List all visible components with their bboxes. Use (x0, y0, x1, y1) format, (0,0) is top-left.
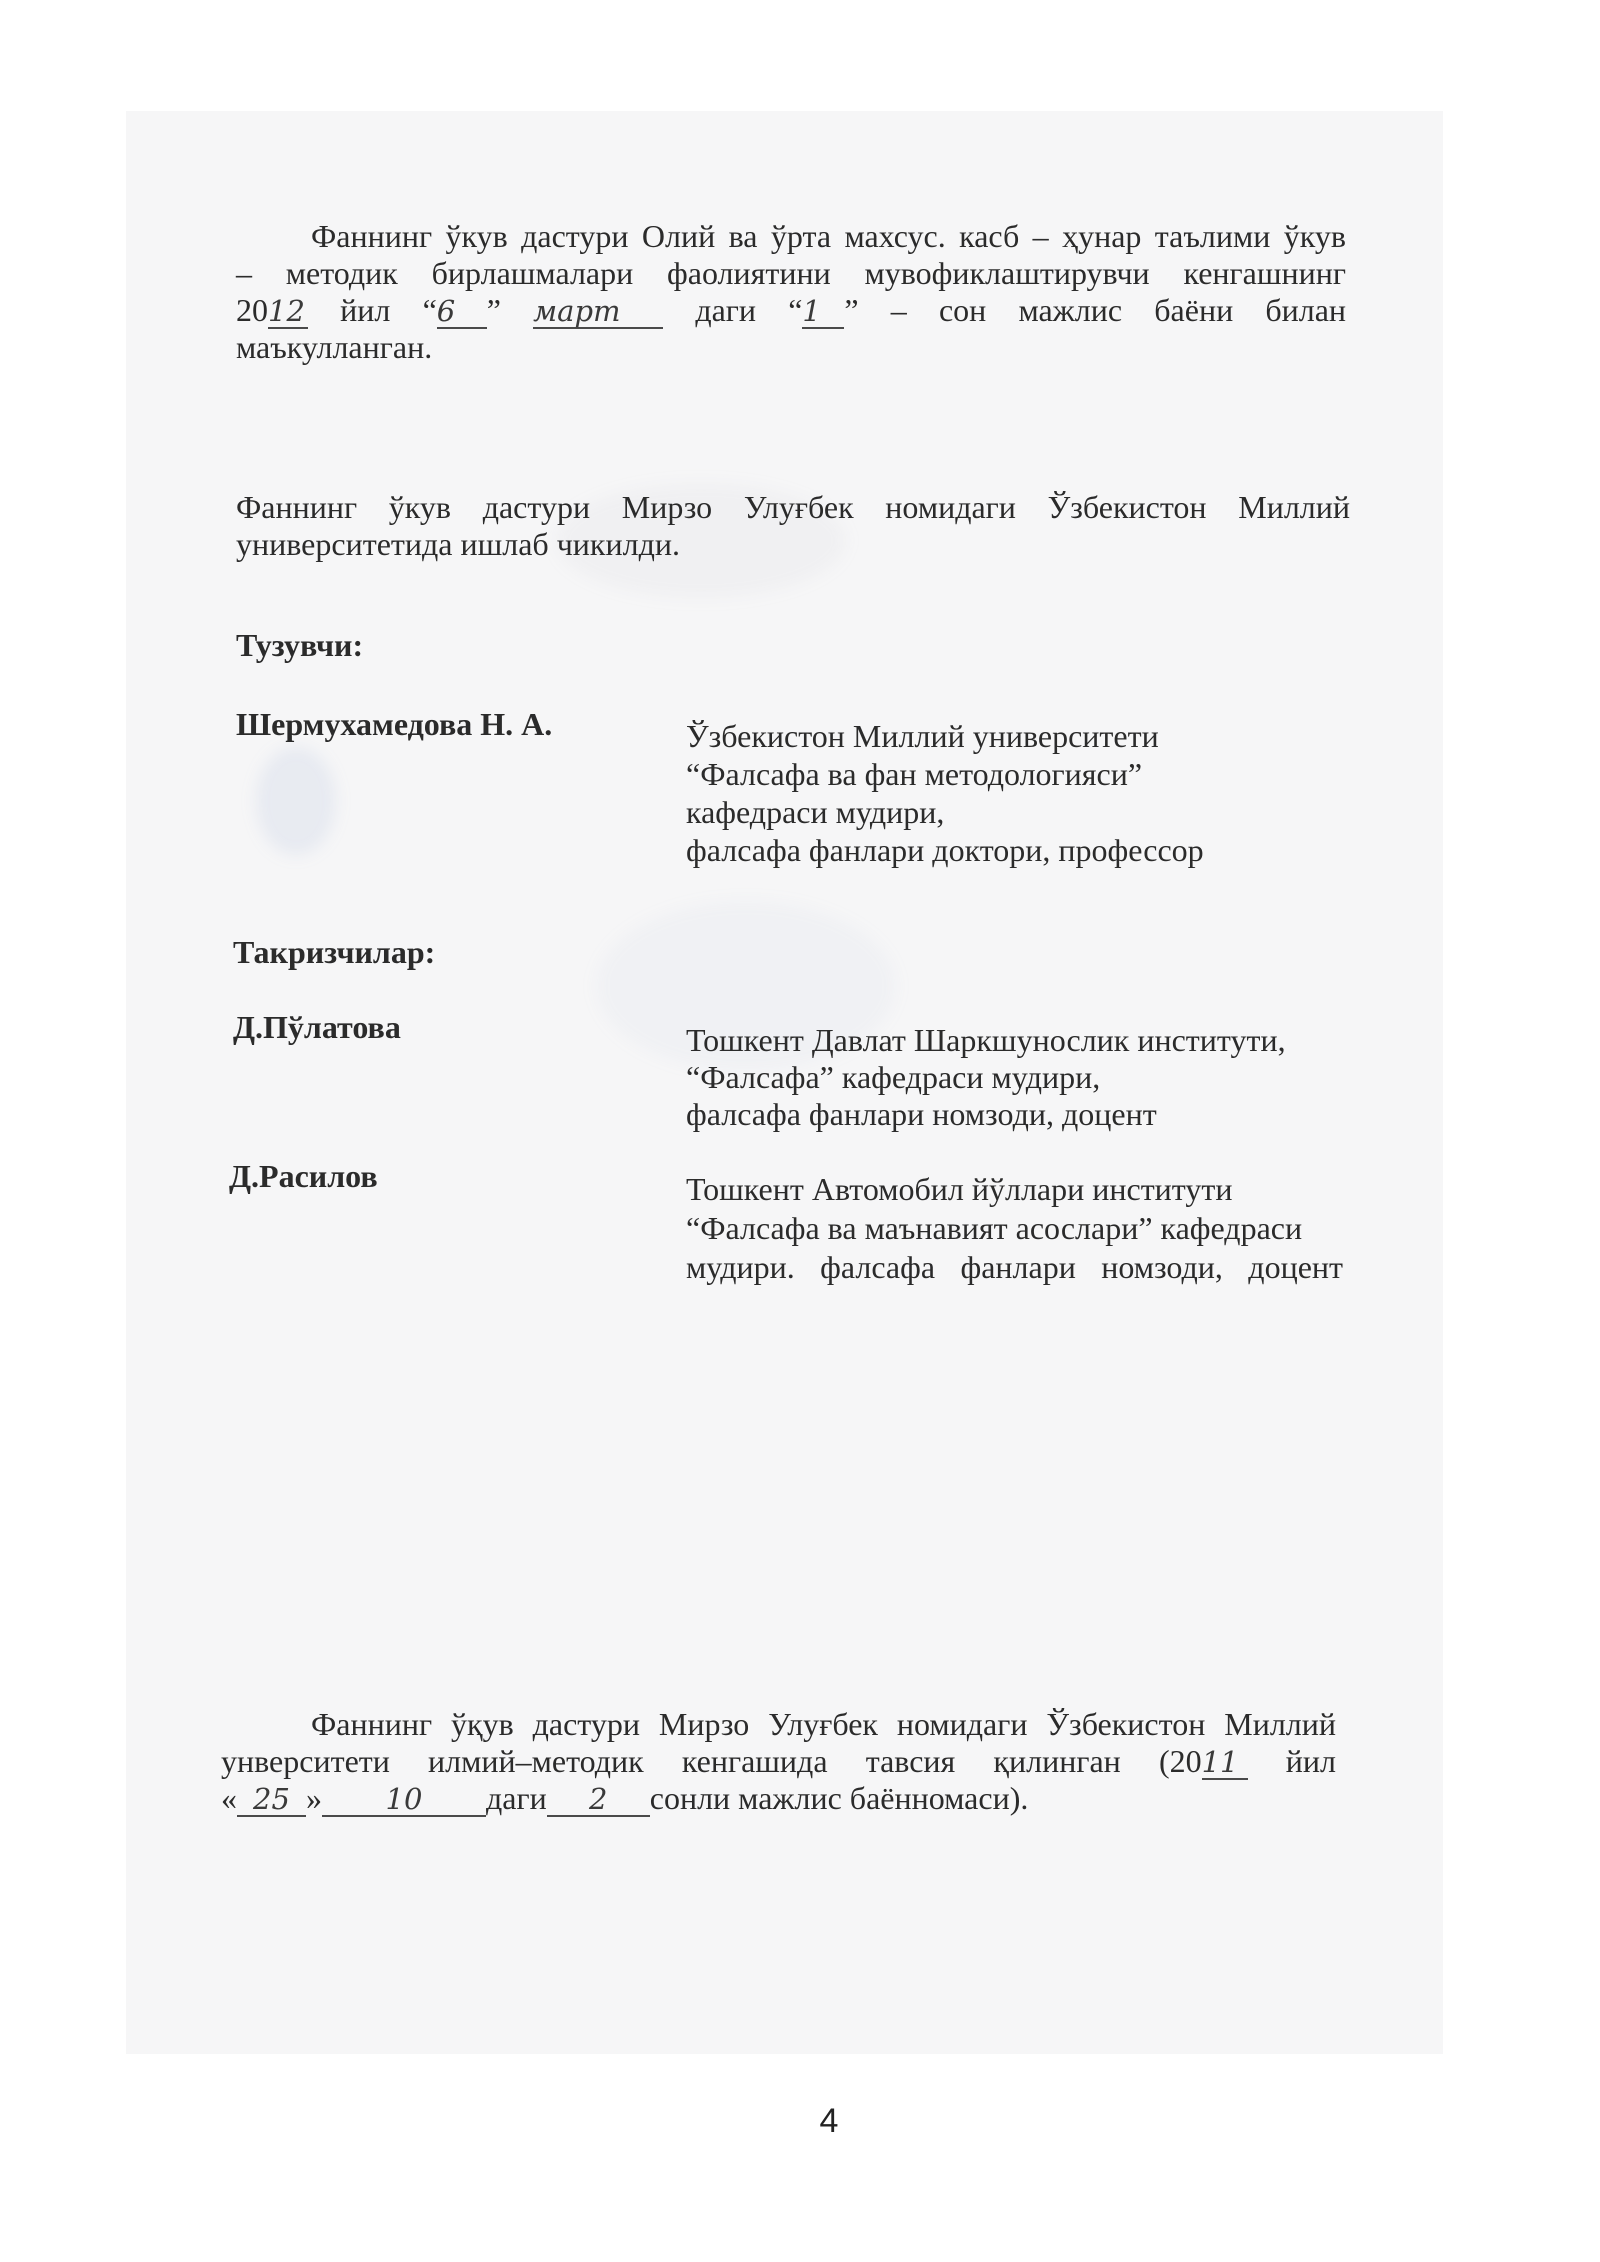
handwritten-session-number: 2 (547, 1784, 650, 1817)
recommendation-note-line (221, 1780, 1336, 1817)
reviewer-affiliation (686, 1022, 1343, 1133)
year-word: йил (1285, 1743, 1337, 1779)
recommendation-text: унверситети илмий–методик кенгашида тавсия қилинган (20 (221, 1743, 1202, 1779)
reviewer-name: Д.Пўлатова (233, 1009, 401, 1045)
dagi-word: даги (486, 1780, 547, 1816)
approval-note-line: – методик бирлашмалари фаолиятини мувофиклаштирувчи кенгашнинг (236, 255, 1346, 291)
stamp-bleed-through (256, 747, 336, 855)
compiler-affiliation (686, 717, 1343, 869)
handwritten-month: 10 (322, 1784, 486, 1817)
affiliation-line: Тошкент Автомобил йўллари институти (686, 1171, 1233, 1207)
compiler-heading: Тузувчи: (236, 627, 364, 663)
handwritten-day: 6 (437, 296, 487, 329)
developed-note (236, 489, 1350, 563)
handwritten-session-number: 1 (802, 296, 844, 329)
approval-note (236, 218, 1346, 366)
approval-note-line (236, 292, 1346, 329)
year-prefix: 20 (236, 292, 268, 328)
close-quote: ” (486, 292, 501, 328)
affiliation-line: Тошкент Давлат Шаркшунослик институти, (686, 1022, 1286, 1058)
handwritten-year: 12 (268, 296, 308, 329)
year-word: йил (340, 292, 391, 328)
approval-note-line: маъкулланган. (236, 329, 433, 365)
affiliation-line: мудири. фалсафа фанлари номзоди, доцент (686, 1249, 1343, 1285)
dagi-word: даги (695, 292, 757, 328)
recommendation-note-line: Фаннинг ўқув дастури Мирзо Улуғбек номидаги Ўзбекистон Миллий (311, 1706, 1336, 1742)
reviewer-name: Д.Расилов (229, 1158, 378, 1194)
affiliation-line: фалсафа фанлари номзоди, доцент (686, 1096, 1157, 1132)
reviewer-affiliation (686, 1170, 1343, 1287)
compiler-name: Шермухамедова Н. А. (236, 706, 553, 742)
affiliation-line: кафедраси мудири, (686, 794, 945, 830)
developed-note-line: университетида ишлаб чикилди. (236, 526, 680, 562)
handwritten-day: 25 (237, 1784, 306, 1817)
reviewers-heading: Такризчилар: (233, 934, 436, 970)
close-quote: ” (844, 292, 859, 328)
affiliation-line: фалсафа фанлари доктори, профессор (686, 832, 1204, 868)
handwritten-month: март (533, 296, 663, 329)
affiliation-line: “Фалсафа ва маънавият асослари” кафедраси (686, 1210, 1303, 1246)
recommendation-tail: сонли мажлис баённомаси). (649, 1780, 1029, 1816)
developed-note-line: Фаннинг ўкув дастури Мирзо Улуғбек номидаги Ўзбекистон Миллий (236, 489, 1350, 525)
open-quote: « (221, 1780, 237, 1816)
page-number: 4 (819, 2102, 839, 2140)
close-quote: » (306, 1780, 322, 1816)
affiliation-line: “Фалсафа ва фан методологияси” (686, 756, 1143, 792)
recommendation-note (221, 1706, 1336, 1817)
affiliation-line: “Фалсафа” кафедраси мудири, (686, 1059, 1101, 1095)
approval-note-line: Фаннинг ўкув дастури Олий ва ўрта махсус. касб – ҳунар таълими ўкув (311, 218, 1346, 254)
approval-note-tail: – сон мажлис баёни билан (890, 292, 1347, 328)
open-quote: “ (788, 292, 803, 328)
affiliation-line: Ўзбекистон Миллий университети (686, 718, 1159, 754)
recommendation-note-line (221, 1743, 1336, 1780)
handwritten-year: 11 (1202, 1747, 1248, 1780)
open-quote: “ (422, 292, 437, 328)
